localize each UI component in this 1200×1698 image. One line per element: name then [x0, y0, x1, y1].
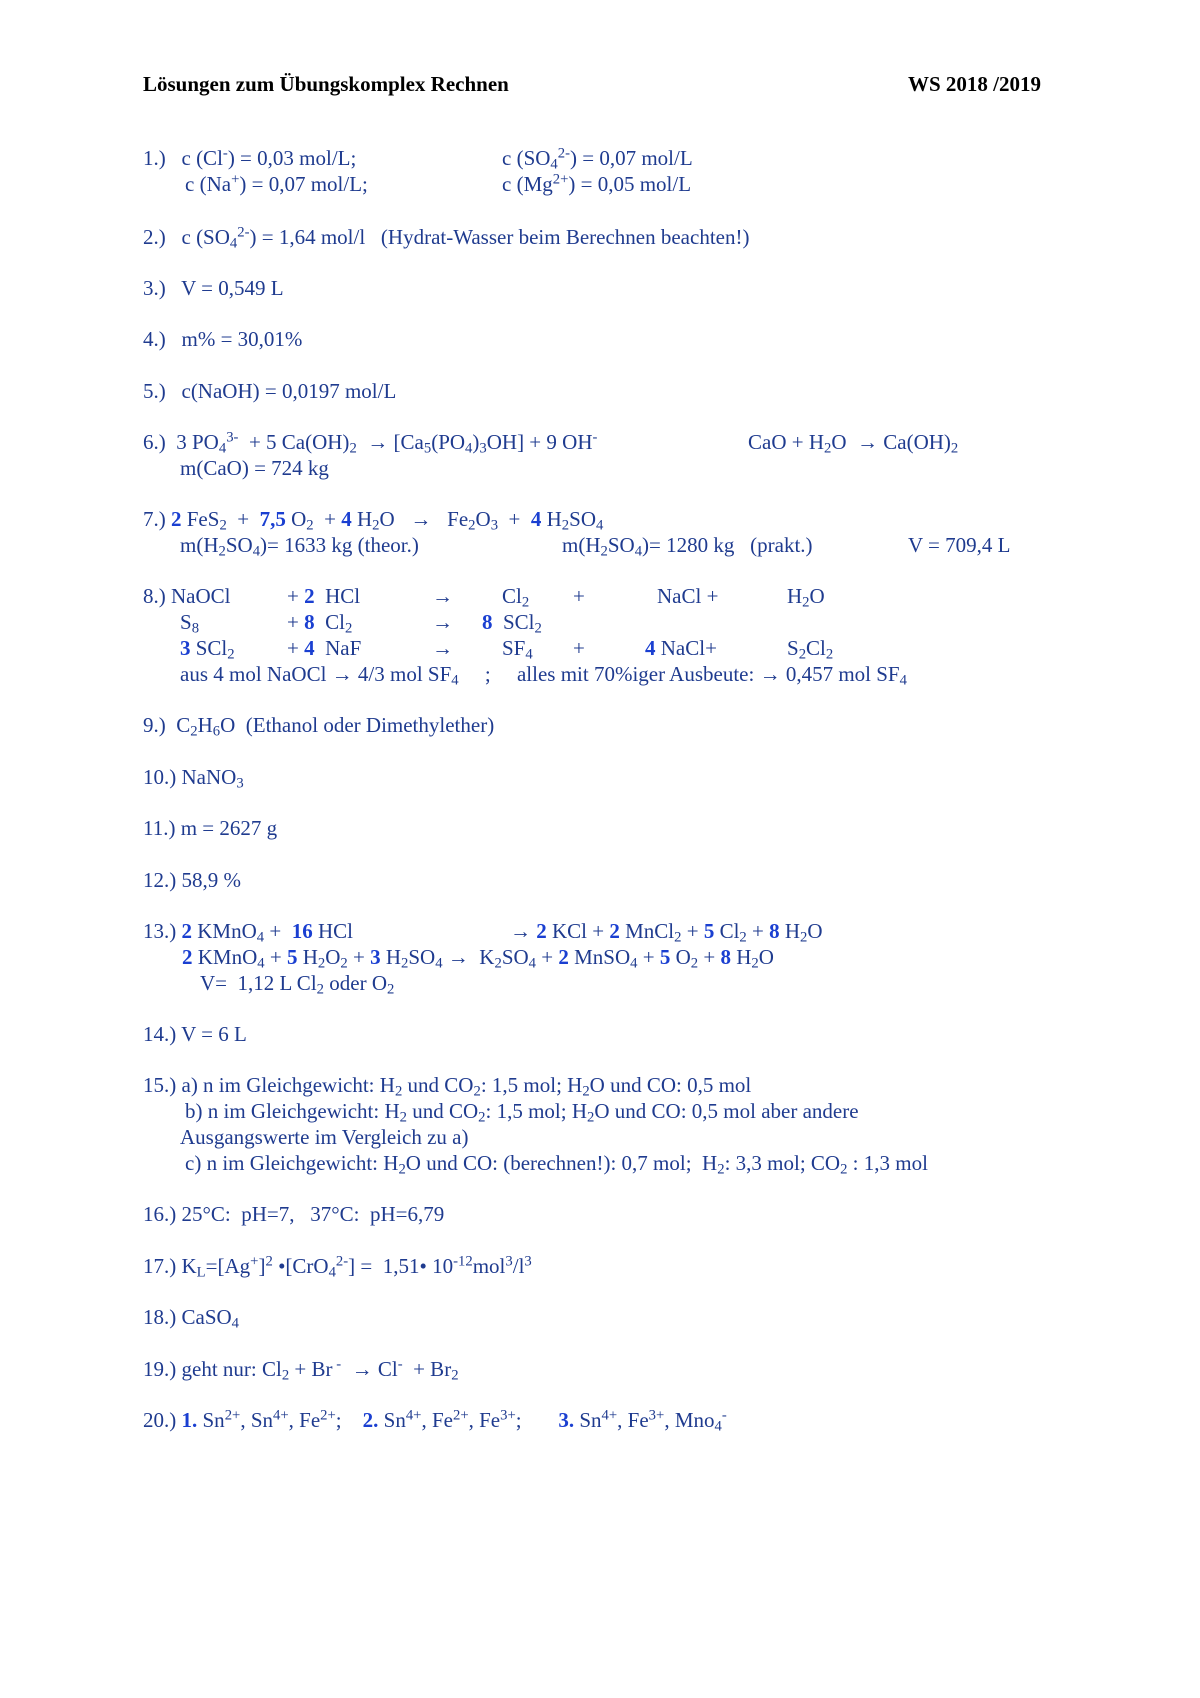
solution-line: $m(H_2SO_4)= 1280$ kg (prakt.) [562, 533, 813, 560]
solution-line: 7.) 2 FeS$_2$ + 7,5 $O_2 + 4$ $H_2O \to Fe_2O_3 + 4$ $H_2SO_4$ [143, 507, 604, 534]
solution-line: 19.) geht nur: $Cl_2 + Br$ $^- \to Cl^- + Br_2$ [143, 1356, 459, 1384]
solution-line: 8 SCl$_2$ [482, 610, 542, 637]
solution-line: c $(Mg^{2+}) = 0,05$ mol/L [502, 171, 692, 196]
solution-line: → [432, 584, 453, 608]
solution-line: 4.) m% = 30,01% [143, 327, 303, 351]
solution-line: c) n im Gleichgewicht: $H_2O$ und CO: (berechnen!): 0,7 mol; $H_2$: 3,3 mol; $CO_2$ : 1,3 mol [185, 1151, 928, 1178]
solution-line: m(CaO) = 724 kg [180, 456, 329, 480]
solution-line: V = 709,4 L [908, 533, 1011, 557]
solution-line: 10.) NaNO$_3$ [143, 765, 244, 792]
solution-line: 11.) m = 2627 g [143, 816, 278, 840]
solution-line: $Cl_2$ [502, 584, 530, 611]
solution-line: 5.) c(NaOH) = 0,0197 mol/L [143, 379, 397, 403]
solution-line: NaCl + [657, 584, 719, 608]
solution-line: + 4 NaF [287, 636, 362, 660]
solution-line: 6.) 3 $PO_4^{3-} + 5$ $Ca(OH)_2 \to [Ca_5(PO_4)_3OH] + 9$ OH- [143, 429, 598, 457]
solution-line: 13.) 2 KMnO$_4$ + 16 HCl [143, 919, 353, 946]
solution-line: 1.) c (Cl-) = 0,03 mol/L; [143, 145, 357, 170]
solution-line: $S_8$ [180, 610, 200, 637]
semester-label: WS 2018 /2019 [908, 72, 1042, 96]
solution-line: $SF_4$ [502, 636, 533, 663]
solution-line: → [432, 636, 453, 660]
solution-line: aus 4 mol NaOCl → 4/3 mol $SF_4$ ; alles mit 70%iger Ausbeute: → 0,457 mol $SF_4$ [180, 662, 907, 689]
solution-line: + [573, 636, 585, 660]
solution-line: CaO + $H_2O \to Ca(OH)_2$ [748, 430, 959, 457]
solution-line: c $(SO_4^{2-}) = 0,07$ mol/L [502, 145, 693, 173]
solution-line: 2 KMnO$_4$ + 5 $H_2O_2 + 3$ $H_2SO_4 \to K_2SO_4 + 2$ MnSO$_4$ + 5 $O_2 + 8$ $H_2O$ [182, 945, 774, 972]
solution-line: $S_2Cl_2$ [787, 636, 834, 663]
solution-line: 20.) 1. $Sn^{2+}$, $Sn^{4+}$, $Fe^{2+}$; 2. $Sn^{4+}$, $Fe^{2+}$, $Fe^{3+}$; 3. $Sn^{4+}$, $Fe^{3+}$, Mno$_4$- [143, 1407, 727, 1435]
solution-line: V= 1,12 L $Cl_2$ oder $O_2$ [200, 971, 395, 998]
solution-line: b) n im Gleichgewicht: $H_2$ und $CO_2$: 1,5 mol; $H_2O$ und CO: 0,5 mol aber andere [185, 1099, 859, 1126]
solution-line: 17.) $K_L=[Ag^+]^2$ •[CrO$_4^{2-}$] = 1,51• $10^{-12}mol^3/l^3$ [143, 1253, 532, 1281]
solution-line: 9.) $C_2H_6O$ (Ethanol oder Dimethylether) [143, 713, 495, 740]
solution-line: 18.) CaSO$_4$ [143, 1305, 240, 1332]
solution-line: → [432, 610, 453, 634]
solution-line: + 8 $Cl_2$ [287, 610, 353, 637]
solution-line: 16.) 25°C: pH=7, 37°C: pH=6,79 [143, 1202, 445, 1226]
solution-line: → 2 KCl + 2 MnCl$_2$ + 5 $Cl_2 + 8$ $H_2O$ [510, 919, 823, 946]
solution-line: 2.) c $(SO_4^{2-}) = 1,64$ mol/l (Hydrat-Wasser beim Berechnen beachten!) [143, 224, 750, 252]
solution-line: Ausgangswerte im Vergleich zu a) [180, 1125, 469, 1149]
solution-line: 3 SCl$_2$ [180, 636, 235, 663]
solution-line: + [573, 584, 585, 608]
solution-line: 8.) NaOCl [143, 584, 231, 608]
solution-line: 14.) V = 6 L [143, 1022, 247, 1046]
solution-line: 15.) a) n im Gleichgewicht: $H_2$ und $CO_2$: 1,5 mol; $H_2O$ und CO: 0,5 mol [143, 1073, 752, 1100]
solution-line: 12.) 58,9 % [143, 868, 241, 892]
solution-line: + 2 HCl [287, 584, 361, 608]
solution-line: 4 NaCl+ [645, 636, 717, 660]
solution-line: c (Na+) = 0,07 mol/L; [185, 171, 368, 196]
solution-line: $m(H_2SO_4)= 1633$ kg (theor.) [180, 533, 419, 560]
solution-line: $H_2O$ [787, 584, 825, 611]
solution-line: 3.) V = 0,549 L [143, 276, 284, 300]
document-title: Lösungen zum Übungskomplex Rechnen [143, 72, 509, 96]
